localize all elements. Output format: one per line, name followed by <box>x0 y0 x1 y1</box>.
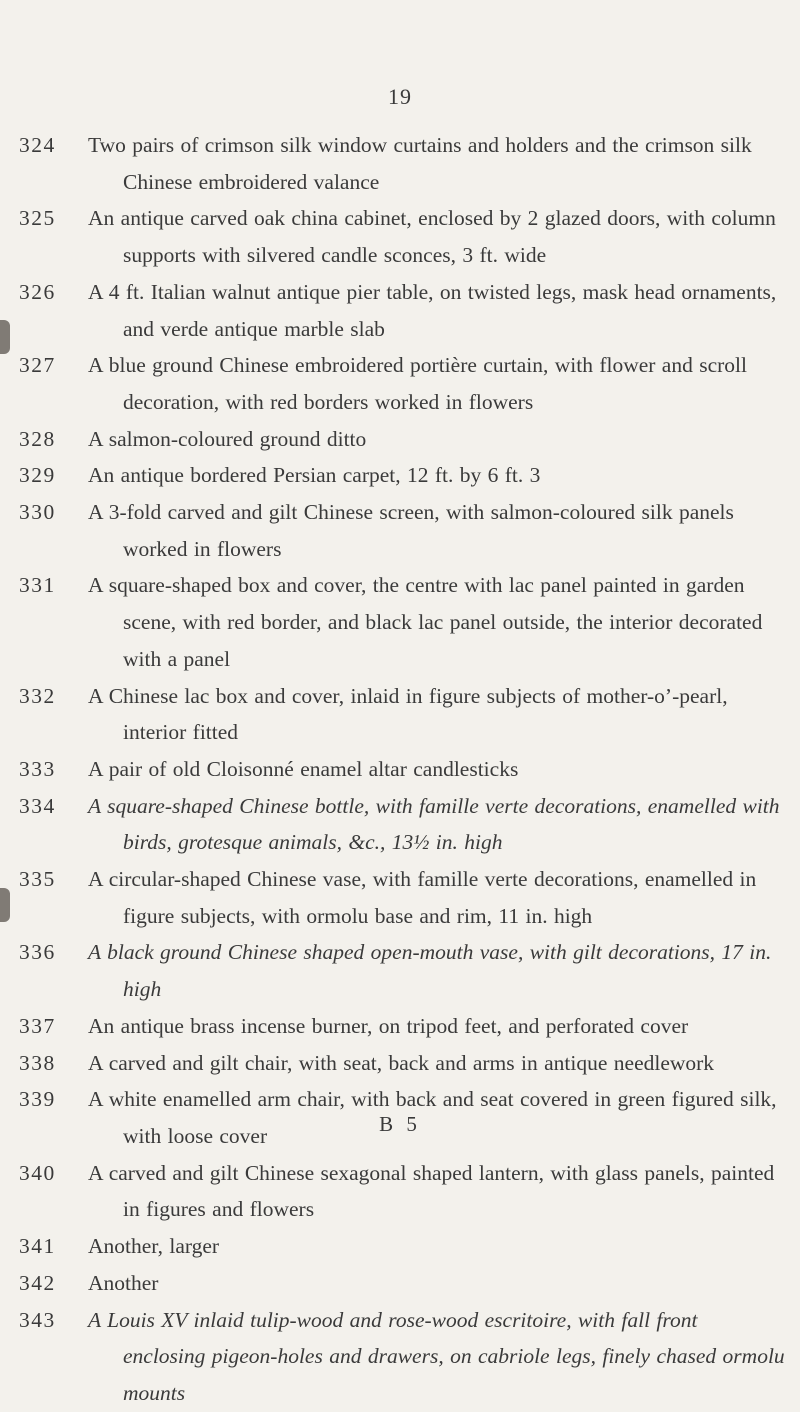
lot-description: Another, larger <box>88 1234 220 1259</box>
lot-entry <box>0 274 800 347</box>
lot-number: 334 <box>19 793 56 818</box>
lot-entry <box>0 1228 800 1265</box>
lot-number: 340 <box>19 1160 56 1185</box>
lot-list <box>0 127 800 1412</box>
lot-description: Two pairs of crimson silk window curtains and holders and the crimson silk Chinese embroidered valance <box>88 133 752 194</box>
lot-number: 342 <box>19 1270 56 1295</box>
lot-entry <box>0 934 800 1007</box>
lot-number: 333 <box>19 756 56 781</box>
lot-number: 339 <box>19 1087 56 1112</box>
printer-signature-mark: B 5 <box>379 1112 421 1136</box>
lot-number: 338 <box>19 1050 56 1075</box>
lot-description: An antique carved oak china cabinet, enclosed by 2 glazed doors, with column supports with silvered candle sconces, 3 ft. wide <box>88 206 776 268</box>
page-number: 19 <box>388 84 412 109</box>
lot-number: 324 <box>19 133 56 157</box>
lot-description: A circular-shaped Chinese vase, with famille verte decorations, enamelled in figure subjects, with ormolu base and rim, 11 in. high <box>88 867 757 928</box>
lot-number: 337 <box>19 1013 56 1038</box>
lot-number: 328 <box>19 426 56 451</box>
lot-description: An antique bordered Persian carpet, 12 ft. by 6 ft. 3 <box>88 463 541 488</box>
lot-entry <box>0 751 800 788</box>
lot-entry <box>0 1265 800 1302</box>
lot-entry <box>0 494 800 567</box>
lot-number: 330 <box>19 500 56 525</box>
lot-number: 329 <box>19 463 56 488</box>
lot-entry <box>0 457 800 494</box>
lot-entry <box>0 421 800 458</box>
lot-entry <box>0 678 800 751</box>
lot-entry <box>0 1302 800 1412</box>
lot-entry <box>0 861 800 934</box>
lot-description: A salmon-coloured ground ditto <box>88 426 367 451</box>
lot-description: A pair of old Cloisonné enamel altar candlesticks <box>88 756 519 781</box>
lot-description: A square-shaped Chinese bottle, with famille verte decorations, enamelled with birds, grotesque animals, &c., 13½ in. high <box>88 793 780 855</box>
lot-entry <box>0 1155 800 1228</box>
lot-description: A 4 ft. Italian walnut antique pier table, on twisted legs, mask head ornaments, and verde antique marble slab <box>88 279 777 341</box>
lot-entry <box>0 567 800 677</box>
lot-description: A carved and gilt Chinese sexagonal shaped lantern, with glass panels, painted in figures and flowers <box>88 1160 775 1222</box>
lot-description: A carved and gilt chair, with seat, back and arms in antique needlework <box>88 1050 715 1075</box>
lot-number: 326 <box>19 279 56 304</box>
lot-number: 332 <box>19 683 56 708</box>
lot-description: A Louis XV inlaid tulip-wood and rose-wood escritoire, with fall front enclosing pigeon-holes and drawers, on cabriole legs, finely chased ormolu mounts <box>88 1307 785 1405</box>
lot-description: A black ground Chinese shaped open-mouth vase, with gilt decorations, 17 in. high <box>88 940 772 1002</box>
lot-number: 331 <box>19 573 56 598</box>
lot-number: 336 <box>19 940 56 965</box>
lot-number: 335 <box>19 867 56 892</box>
lot-description: A 3-fold carved and gilt Chinese screen, with salmon-coloured silk panels worked in flowers <box>88 500 734 561</box>
lot-description: Another <box>88 1270 159 1295</box>
lot-description: A Chinese lac box and cover, inlaid in figure subjects of mother-o’-pearl, interior fitted <box>88 683 728 745</box>
lot-entry <box>0 1045 800 1082</box>
lot-entry <box>0 788 800 861</box>
lot-description: A blue ground Chinese embroidered portière curtain, with flower and scroll decoration, with red borders worked in flowers <box>88 353 747 414</box>
lot-entry <box>0 1008 800 1045</box>
lot-description: An antique brass incense burner, on tripod feet, and perforated cover <box>88 1013 689 1038</box>
lot-description: A square-shaped box and cover, the centre with lac panel painted in garden scene, with red border, and black lac panel outside, the interior decorated with a panel <box>88 573 763 671</box>
lot-number: 325 <box>19 206 56 231</box>
lot-number: 343 <box>19 1307 56 1332</box>
lot-description: A white enamelled arm chair, with back and seat covered in green figured silk, with loose cover <box>88 1087 777 1148</box>
lot-entry <box>0 127 800 200</box>
lot-number: 327 <box>19 353 56 378</box>
lot-entry <box>0 347 800 420</box>
lot-number: 341 <box>19 1234 56 1259</box>
lot-entry <box>0 200 800 273</box>
